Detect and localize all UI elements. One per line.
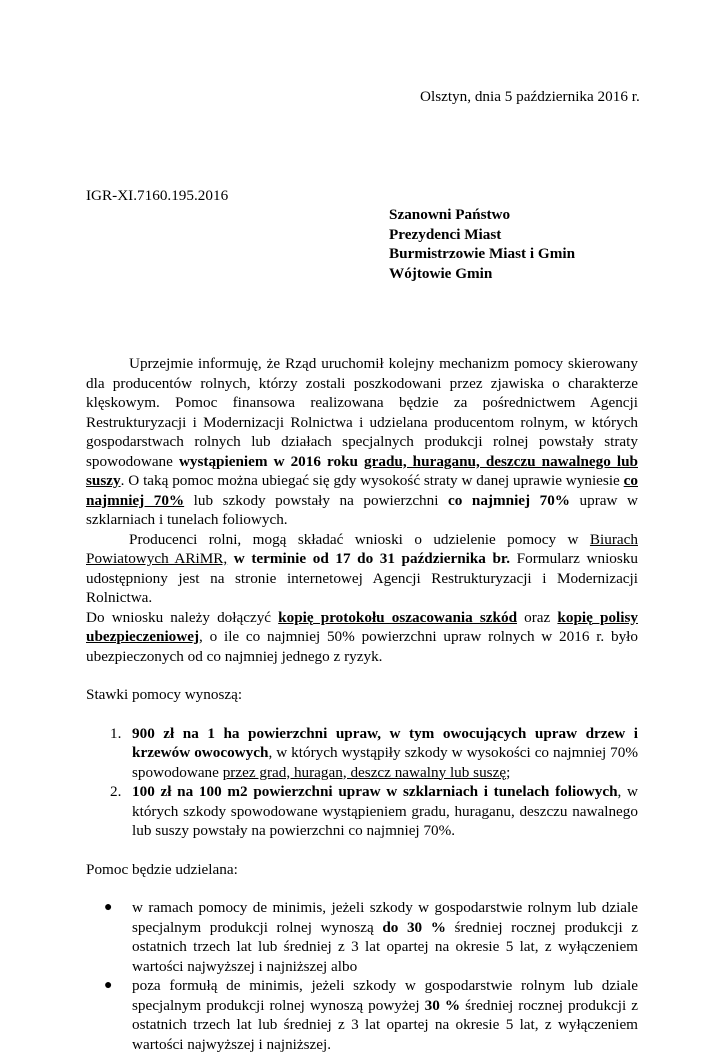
text-span: Producenci rolni, mogą składać wnioski o udzielenie pomocy w	[129, 530, 590, 548]
addressee-line: Burmistrzowie Miast i Gmin	[389, 245, 576, 262]
bold-span: co najmniej 70%	[448, 491, 570, 509]
text-span: . O taką pomoc można ubiegać się gdy wysokość straty w danej uprawie wyniesie	[120, 472, 624, 489]
list-number: 1.	[110, 724, 122, 742]
list-item	[86, 976, 638, 1054]
text-span: poza formułą de minimis, jeżeli szkody w gospodarstwie rolnym lub dziale specjalnym produkcji rolnej wynoszą powyżej	[132, 977, 638, 1014]
addressee-block	[389, 205, 575, 283]
bullet-icon: ●	[104, 900, 113, 915]
aid-list	[86, 898, 638, 1054]
text-span: w ramach pomocy de minimis, jeżeli szkody w gospodarstwie rolnym lub dziale specjalnym produkcji rolnej wynoszą	[132, 899, 638, 936]
bold-underlined-span: kopię polisy ubezpieczeniowej	[86, 608, 638, 645]
bold-underlined-span: kopię protokołu oszacowania szkód	[278, 608, 518, 626]
text-span: upraw w szklarniach i tunelach foliowych.	[86, 491, 638, 528]
text-span: Formularz wniosku udostępniony jest na stronie internetowej Agencji Restrukturyzacji i Modernizacji Rolnictwa.	[86, 550, 638, 606]
bullet-icon: ●	[104, 978, 113, 993]
underlined-span: przez grad, huragan, deszcz nawalny lub suszę	[222, 763, 507, 781]
bold-span: do 30 %	[382, 918, 446, 936]
text-span: Uprzejmie informuję, że Rząd uruchomił kolejny mechanizm pomocy skierowany dla producentów rolnych, którzy zostali poszkodowani przez zjawiska o charakterze klęskowym. Pomoc finansowa realizowana będzie za pośrednictwem Agencji Restrukturyzacji i Modernizacji Rolnictwa i udzielana producentom rolnym, w których gospodarstwach rolnych lub działach specjalnych produkcji rolnej powstały straty spowodowane	[86, 355, 638, 470]
list-item	[86, 724, 638, 783]
paragraph-applications	[86, 530, 638, 608]
text-span: Do wniosku należy dołączyć	[86, 608, 279, 626]
list-item	[86, 898, 638, 976]
rates-heading: Stawki pomocy wynoszą:	[86, 686, 243, 703]
list-number: 2.	[110, 783, 122, 800]
text-span: lub szkody powstały na powierzchni	[184, 491, 448, 509]
underlined-span: Biurach Powiatowych ARiMR,	[86, 530, 638, 567]
text-span: średniej rocznej produkcji z ostatnich trzech lat lub średniej z 3 lat opartej na okresie 5 lat, z wyłączeniem wartości najwyższej i najniższej.	[132, 996, 639, 1053]
reference-number: IGR-XI.7160.195.2016	[86, 187, 229, 204]
letter-body	[86, 354, 638, 1054]
bold-underlined-span: co najmniej 70%	[86, 472, 638, 509]
text-span: oraz	[517, 608, 558, 626]
aid-heading: Pomoc będzie udzielana:	[86, 860, 238, 878]
rates-list	[86, 724, 638, 841]
text-span: ;	[506, 763, 511, 781]
bold-underlined-span: gradu, huraganu, deszczu nawalnego lub suszy	[86, 452, 638, 489]
paragraph-attachments	[86, 608, 638, 667]
list-item	[86, 782, 638, 841]
bold-span: w terminie od 17 do 31 października br.	[227, 550, 511, 567]
addressee-line: Szanowni Państwo	[389, 206, 511, 223]
text-span: , w których szkody spowodowane wystąpieniem gradu, huraganu, deszczu nawalnego lub suszy powstały na powierzchni co najmniej 70%.	[132, 783, 638, 839]
place-and-date: Olsztyn, dnia 5 października 2016 r.	[420, 88, 640, 105]
bold-span: 100 zł na 100 m2 powierzchni upraw w szklarniach i tunelach foliowych	[132, 783, 618, 800]
text-span: , o ile co najmniej 50% powierzchni upraw rolnych w 2016 r. było ubezpieczonych od co najmniej jednego z ryzyk.	[86, 628, 638, 665]
bold-span: wystąpieniem w 2016 roku	[178, 452, 365, 470]
addressee-line: Wójtowie Gmin	[389, 264, 493, 282]
text-span: , w których wystąpiły szkody w wysokości co najmniej 70% spowodowane	[132, 744, 638, 781]
bold-span: 900 zł na 1 ha powierzchni upraw, w tym owocujących upraw drzew i krzewów owocowych	[132, 724, 638, 761]
bold-span: 30 %	[424, 996, 461, 1014]
paragraph-information	[86, 354, 638, 530]
addressee-line: Prezydenci Miast	[389, 225, 502, 243]
text-span: średniej rocznej produkcji z ostatnich trzech lat lub średniej z 3 lat opartej na okresie 5 lat, z wyłączeniem wartości najwyższej i najniższej albo	[132, 918, 638, 975]
